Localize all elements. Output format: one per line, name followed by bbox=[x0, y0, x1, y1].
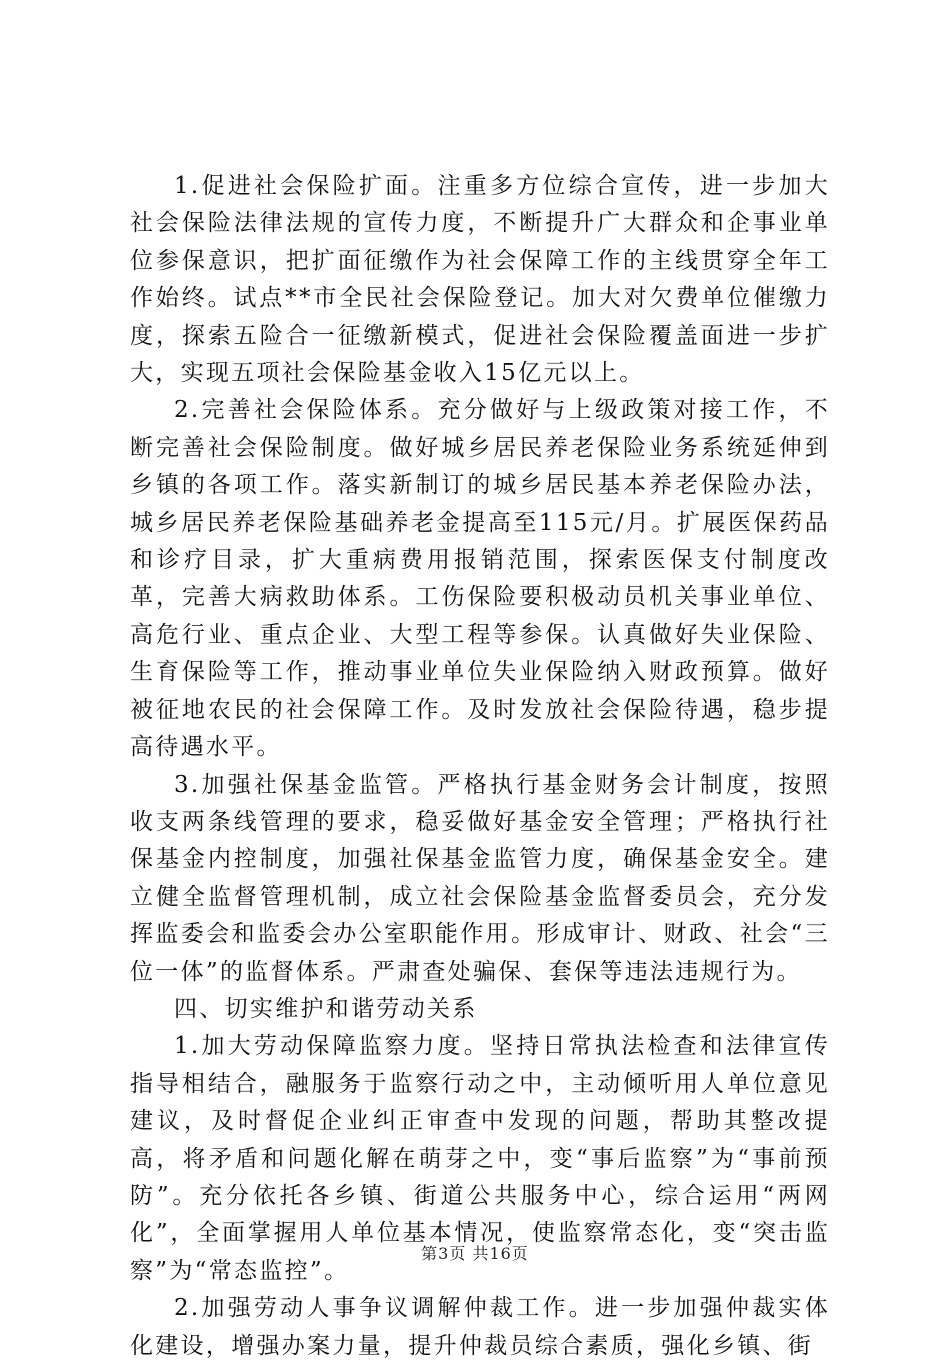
paragraph-fund-supervision: 3.加强社保基金监管。严格执行基金财务会计制度，按照收支两条线管理的要求，稳妥做好基金安全管理；严格执行社保基金内控制度，加强社保基金监管力度，确保基金安全。建立健全监督管理机制，成立社会保险基金监督委员会，充分发挥监委会和监委会办公室职能作用。形成审计、财政、社会“三位一体”的监督体系。严肃查处骗保、套保等违法违规行为。 bbox=[130, 771, 830, 985]
document-body bbox=[130, 168, 830, 1365]
section-heading: 四、切实维护和谐劳动关系 bbox=[174, 995, 478, 1022]
paragraph-dispute-arbitration: 2.加强劳动人事争议调解仲裁工作。进一步加强仲裁实体化建设，增强办案力量，提升仲裁员综合素质，强化乡镇、街 bbox=[130, 1295, 830, 1359]
page-number-footer: 第3页 共16页 bbox=[421, 1244, 529, 1263]
paragraph-social-insurance-expansion: 1.促进社会保险扩面。注重多方位综合宣传，进一步加大社会保险法律法规的宣传力度，不断提升广大群众和企事业单位参保意识，把扩面征缴作为社会保障工作的主线贯穿全年工作始终。试点**市全民社会保险登记。加大对欠费单位催缴力度，探索五险合一征缴新模式，促进社会保险覆盖面进一步扩大，实现五项社会保险基金收入15亿元以上。 bbox=[130, 173, 830, 387]
paragraph-labor-inspection: 1.加大劳动保障监察力度。坚持日常执法检查和法律宣传指导相结合，融服务于监察行动之中，主动倾听用人单位意见建议，及时督促企业纠正审查中发现的问题，帮助其整改提高，将矛盾和问题化解在萌芽之中，变“事后监察”为“事前预防”。充分依托各乡镇、街道公共服务中心，综合运用“两网化”，全面掌握用人单位基本情况，使监察常态化，变“突击监察”为“常态监控”。 bbox=[130, 1033, 830, 1284]
paragraph-social-insurance-system: 2.完善社会保险体系。充分做好与上级政策对接工作，不断完善社会保险制度。做好城乡居民养老保险业务系统延伸到乡镇的各项工作。落实新制订的城乡居民基本养老保险办法，城乡居民养老保险基础养老金提高至115元/月。扩展医保药品和诊疗目录，扩大重病费用报销范围，探索医保支付制度改革，完善大病救助体系。工伤保险要积极动员机关事业单位、高危行业、重点企业、大型工程等参保。认真做好失业保险、生育保险等工作，推动事业单位失业保险纳入财政预算。做好被征地农民的社会保障工作。及时发放社会保险待遇，稳步提高待遇水平。 bbox=[130, 397, 830, 761]
